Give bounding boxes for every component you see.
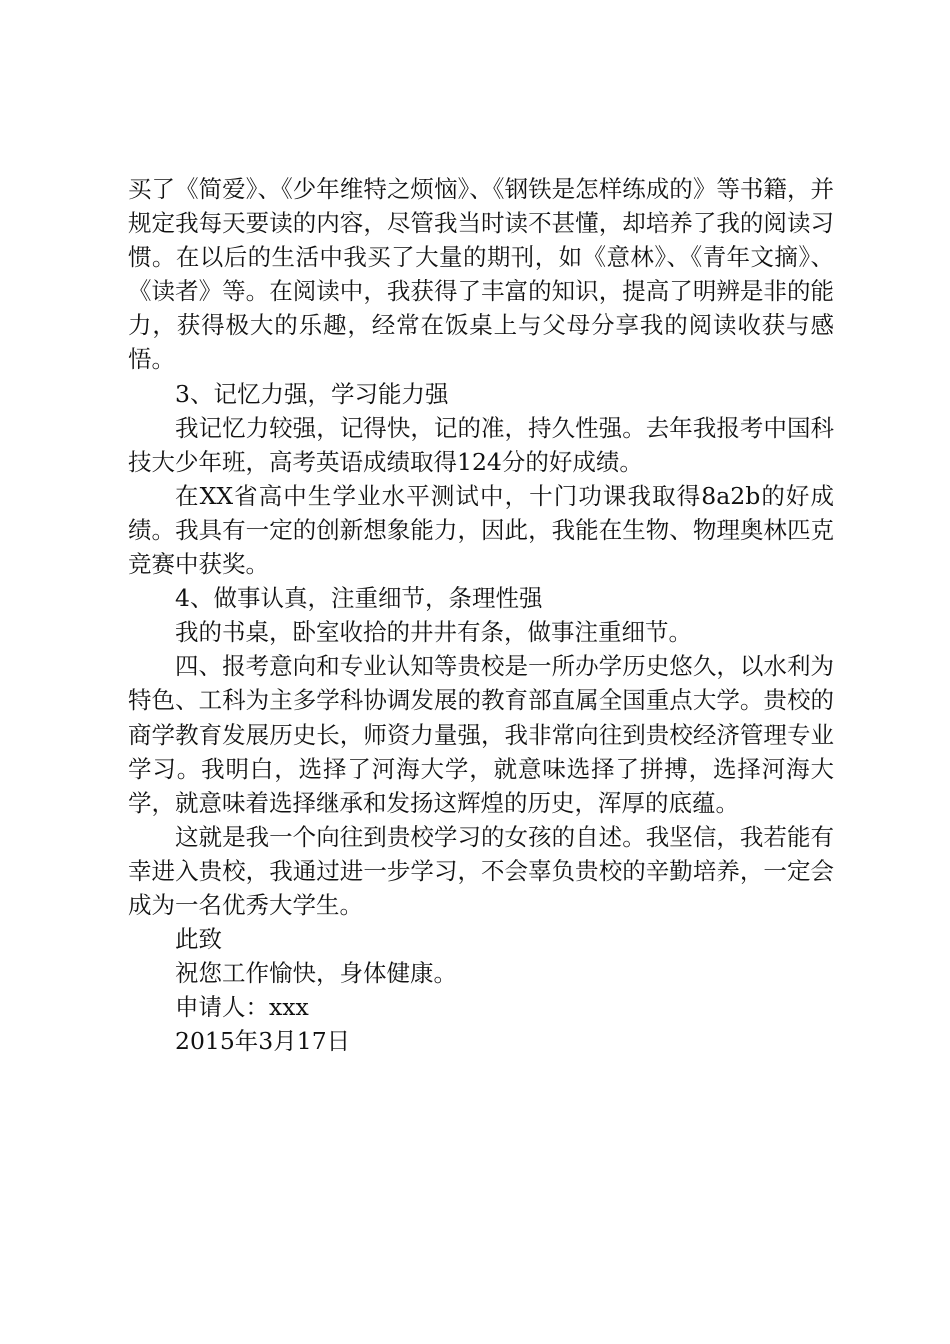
paragraph-organized: 我的书桌，卧室收拾的井井有条，做事注重细节。 — [175, 618, 692, 647]
closing-wishes: 祝您工作愉快，身体健康。 — [175, 959, 457, 988]
paragraph-reading-habits: 买了《简爱》、《少年维特之烦恼》、《钢铁是怎样练成的》等书籍，并规定我每天要读的内容，尽管我当时读不甚懂，却培养了我的阅读习惯。在以后的生活中我买了大量的期刊，如《意林》、《青年文摘》、《读者》等。在阅读中，我获得了丰富的知识，提高了明辨是非的能力，获得极大的乐趣，经常在饭桌上与父母分享我的阅读收获与感悟。 — [128, 175, 834, 374]
heading-attention-to-detail: 4、做事认真，注重细节，条理性强 — [175, 584, 543, 613]
closing-salutation: 此致 — [175, 925, 222, 954]
applicant-name: 申请人：xxx — [175, 993, 309, 1022]
application-date: 2015年3月17日 — [175, 1027, 351, 1056]
paragraph-memory: 我记忆力较强，记得快，记的准，持久性强。去年我报考中国科技大少年班，高考英语成绩取得124分的好成绩。 — [128, 413, 834, 476]
document-body — [128, 172, 834, 1058]
paragraph-self-statement: 这就是我一个向往到贵校学习的女孩的自述。我坚信，我若能有幸进入贵校，我通过进一步学习，不会辜负贵校的辛勤培养，一定会成为一名优秀大学生。 — [128, 822, 834, 919]
paragraph-application-intent: 四、报考意向和专业认知等贵校是一所办学历史悠久，以水利为特色、工科为主多学科协调发展的教育部直属全国重点大学。贵校的商学教育发展历史长，师资力量强，我非常向往到贵校经济管理专业学习。我明白，选择了河海大学，就意味选择了拼搏，选择河海大学，就意味着选择继承和发扬这辉煌的历史，浑厚的底蕴。 — [128, 652, 834, 817]
heading-memory-strength: 3、记忆力强，学习能力强 — [175, 379, 449, 408]
paragraph-test-results: 在XX省高中生学业水平测试中，十门功课我取得8a2b的好成绩。我具有一定的创新想象能力，因此，我能在生物、物理奥林匹克竞赛中获奖。 — [128, 481, 834, 579]
